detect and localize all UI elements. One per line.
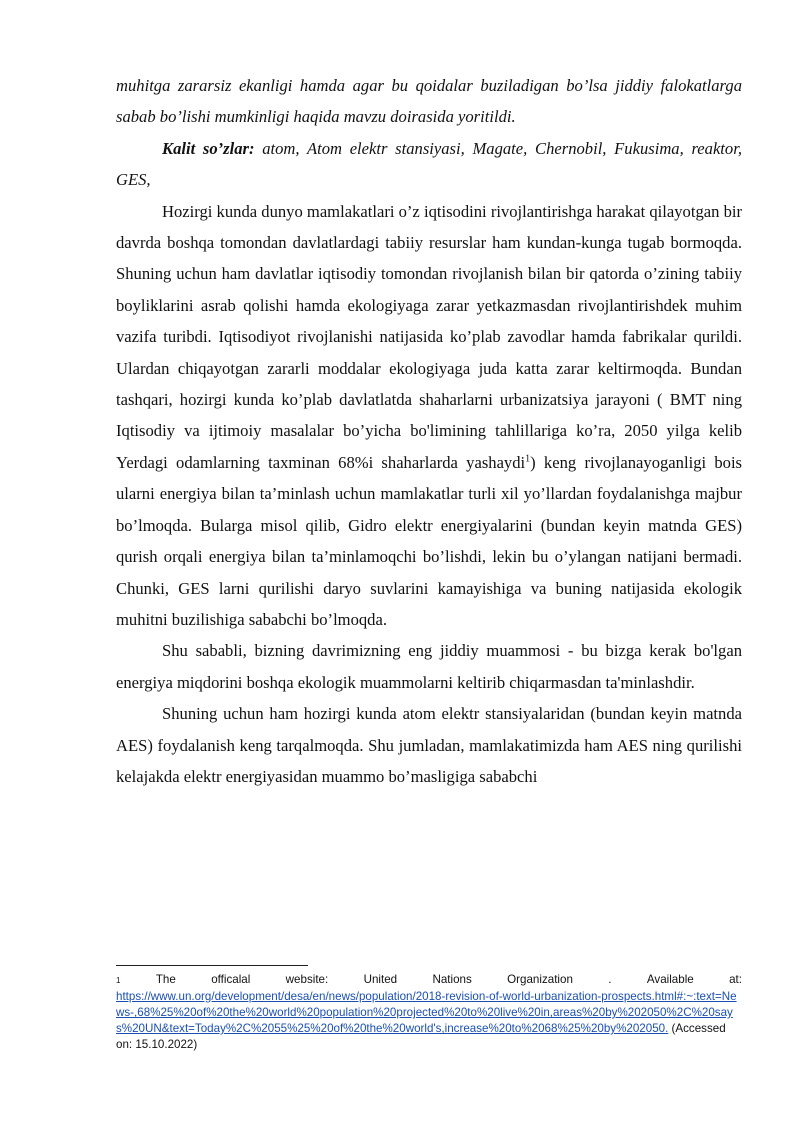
footnote-word: website: (285, 973, 329, 986)
footnote-word: officalal (211, 973, 251, 986)
keywords-paragraph (116, 133, 742, 196)
footnote-word: at: (729, 973, 742, 986)
footnote-word: Nations (432, 973, 472, 986)
footnote-word: . (608, 973, 612, 986)
footnote-number: 1 (116, 976, 121, 985)
footnote-source (116, 989, 742, 1053)
footnote-url-link[interactable]: https://www.un.org/development/desa/en/news/population/2018-revision-of-world-urbanization-prospects.html#:~:text=News-,68%25%20of%20the%20world%20population%20projected%20to%20live%20in,areas%20by%202050%2C%20says%20UN&text=Today%2C%2055%25%20of%20the%20world's,increase%20to%2068%25%20by%202050. (116, 990, 737, 1035)
footnote-word: Organization (507, 973, 573, 986)
footnote-reference[interactable]: 1 (525, 453, 531, 465)
abstract-end-paragraph: muhitga zararsiz ekanligi hamda agar bu qoidalar buziladigan bo’lsa jiddiy falokatlarga sabab bo’lishi mumkinligi haqida mavzu doirasida yoritildi. (116, 76, 742, 127)
keywords-label: Kalit so’zlar: (162, 138, 255, 158)
paragraph-intro (116, 196, 742, 636)
footnote (116, 972, 742, 1053)
footnote-word: United (363, 973, 398, 986)
footnote-word: Available (646, 973, 694, 986)
footnote-accessed: (Accessed on: 15.10.2022) (116, 1022, 726, 1051)
footnote-word: The (155, 973, 176, 986)
paragraph-aes: Shuning uchun ham hozirgi kunda atom elektr stansiyalaridan (bundan keyin matnda AES) foydalanish keng tarqalmoqda. Shu jumladan, mamlakatimizda ham AES ning qurilishi kelajakda elektr energiyasidan muammo bo’masligiga sababchi (116, 704, 742, 786)
body-text (116, 70, 742, 792)
paragraph-intro-text-2: ) keng rivojlanayoganligi bois ularni energiya bilan ta’minlash uchun mamlakatlar turli xil yo’llardan foydalanishga majbur bo’lmoqda. Bularga misol qilib, Gidro elektr energiyalarini (bundan keyin matnda GES) qurish orqali energiya bilan ta’minlamoqchi bo’lishdi, lekin bu o’ylangan natijani bermadi. Chunki, GES larni qurilishi daryo suvlarini kamayishiga va buning natijasida ekologik muhitni buzilishiga sababchi bo’lmoqda. (116, 452, 743, 629)
paragraph-problem: Shu sababli, bizning davrimizning eng jiddiy muammosi - bu bizga kerak bo'lgan energiya miqdorini boshqa ekologik muammolarni keltirib chiqarmasdan ta'minlashdir. (116, 641, 742, 692)
footnote-divider (116, 965, 308, 966)
footnote-first-line (116, 972, 742, 989)
paragraph-intro-text-1: Hozirgi kunda dunyo mamlakatlari o’z iqtisodini rivojlantirishga harakat qilayotgan bir davrda boshqa tomondan davlatlardagi tabiiy resurslar ham kundan-kunga tugab bormoqda. Shuning uchun ham davlatlar iqtisodiy tomondan rivojlanish bilan bir qatorda o’zining tabiiy boyliklarini asrab qolishi hamda ekologiyaga zarar yetkazmasdan rivojlantirishdek muhim vazifa turibdi. Iqtisodiyot rivojlanishi natijasida ko’plab zavodlar hamda fabrikalar qurildi. Ulardan chiqayotgan zararli moddalar ekologiyaga juda katta zarar keltirmoqda. Bundan tashqari, hozirgi kunda ko’plab davlatlatda shaharlarni urbanizatsiya jarayoni ( BMT ning Iqtisodiy va ijtimoiy masalalar bo’yicha bo'limining tahlillariga ko’ra, 2050 yilga kelib Yerdagi odamlarning taxminan 68%i shaharlarda yashaydi (116, 201, 742, 472)
keywords-text: atom, Atom elektr stansiyasi, Magate, Chernobil, Fukusima, reaktor, GES, (116, 138, 742, 190)
